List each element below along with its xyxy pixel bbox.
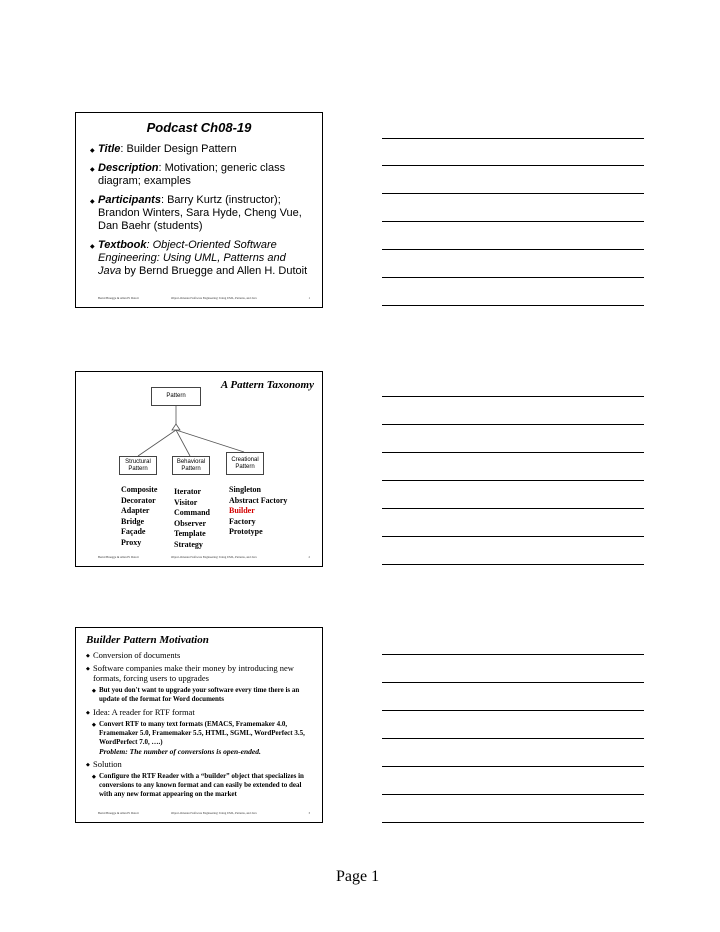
behavioral-list: Iterator Visitor Command Observer Template Strategy [174, 487, 211, 549]
note-line [382, 564, 644, 565]
bullet-idea: ◆ Idea: A reader for RTF format [86, 707, 195, 717]
note-line [382, 138, 644, 139]
slide-footer: Bernd Bruegge & Allen H. Dutoit Object-Oriented Software Engineering: Using UML, Patterns, and Java 1 [98, 296, 310, 300]
note-line [382, 710, 644, 711]
diamond-bullet-icon: ◆ [86, 654, 90, 659]
structural-pattern-box: Structural Pattern [119, 456, 157, 475]
bullet-participants: ◆ Participants: Barry Kurtz (instructor); Brandon Winters, Sara Hyde, Cheng Vue, Dan Baehr (students) [90, 194, 302, 232]
note-line [382, 738, 644, 739]
note-line [382, 277, 644, 278]
diamond-bullet-icon: ◆ [92, 723, 96, 728]
note-line [382, 822, 644, 823]
bullet-software-companies: ◆ Software companies make their money by introducing new formats, forcing users to upgrades [86, 663, 294, 683]
creational-pattern-box: Creational Pattern [226, 452, 264, 475]
slide-3-title: Builder Pattern Motivation [86, 634, 209, 646]
slide-1-title: Podcast Ch08-19 [146, 120, 252, 135]
slide-1-bullets [90, 143, 308, 284]
note-line [382, 424, 644, 425]
note-line [382, 165, 644, 166]
note-line [382, 682, 644, 683]
diamond-bullet-icon: ◆ [90, 244, 95, 250]
note-line [382, 508, 644, 509]
note-line [382, 452, 644, 453]
note-line [382, 654, 644, 655]
note-line [382, 396, 644, 397]
behavioral-pattern-box: Behavioral Pattern [172, 456, 210, 475]
note-line [382, 766, 644, 767]
bullet-title: ◆ Title: Builder Design Pattern [90, 143, 308, 156]
slide-footer: Bernd Bruegge & Allen H. Dutoit Object-Oriented Software Engineering: Using UML, Patterns, and Java 2 [98, 555, 310, 559]
diamond-bullet-icon: ◆ [90, 148, 95, 154]
bullet-description: ◆ Description: Motivation; generic class diagram; examples [90, 162, 286, 187]
diamond-bullet-icon: ◆ [86, 763, 90, 768]
diamond-bullet-icon: ◆ [86, 667, 90, 672]
creational-list: Singleton Abstract Factory Builder Factory Prototype [229, 485, 288, 536]
diamond-bullet-icon: ◆ [92, 775, 96, 780]
note-line [382, 794, 644, 795]
slide-1 [75, 112, 323, 308]
note-line [382, 193, 644, 194]
slide-3-bullets [86, 650, 316, 802]
sub-bullet-convert: ◆ Convert RTF to many text formats (EMACS, Framemaker 4.0, Framemaker 5.0, Framemaker 5.5, HTML, SGML, WordPerfect 3.5, WordPerfect 7.0, ….) Problem: The number of conversions is open-ended. [92, 720, 305, 756]
note-line [382, 480, 644, 481]
diamond-bullet-icon: ◆ [92, 689, 96, 694]
slide-footer: Bernd Bruegge & Allen H. Dutoit Object-Oriented Software Engineering: Using UML, Patterns, and Java 3 [98, 811, 310, 815]
structural-list: Composite Decorator Adapter Bridge Façade Proxy [121, 485, 158, 547]
diamond-bullet-icon: ◆ [86, 711, 90, 716]
slide-2 [75, 371, 323, 567]
note-line [382, 249, 644, 250]
sub-bullet-configure: ◆ Configure the RTF Reader with a “builder” object that specializes in conversions to any known format and can easily be extended to deal with any new format appearing on the market [92, 772, 304, 798]
note-line [382, 536, 644, 537]
builder-highlight: Builder [229, 506, 255, 515]
note-line [382, 221, 644, 222]
bullet-textbook: ◆ Textbook: Object-Oriented Software Engineering: Using UML, Patterns and Java by Bernd Bruegge and Allen H. Dutoit [90, 239, 308, 277]
page-number: Page 1 [336, 868, 380, 885]
bullet-conversion: ◆ Conversion of documents [86, 650, 181, 660]
bullet-solution: ◆ Solution [86, 759, 122, 769]
diamond-bullet-icon: ◆ [90, 199, 95, 205]
slide-2-title: A Pattern Taxonomy [220, 379, 314, 391]
note-line [382, 305, 644, 306]
diamond-bullet-icon: ◆ [90, 167, 95, 173]
slide-3 [75, 627, 323, 823]
sub-bullet-upgrade: ◆ But you don't want to upgrade your software every time there is an update of the format for Word documents [92, 686, 300, 703]
pattern-box: Pattern [151, 387, 201, 406]
